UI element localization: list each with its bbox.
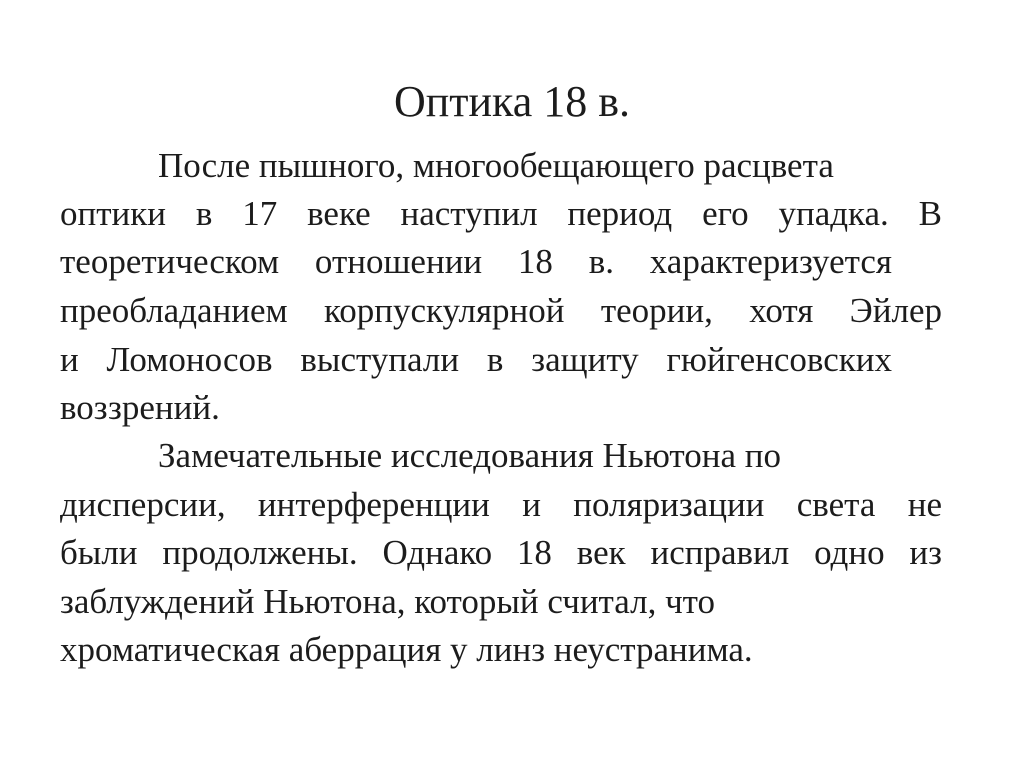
text-line: воззрений. [60,388,220,427]
text-line: преобладанием корпускулярной теории, хотя Эйлер [60,291,942,330]
text-line: После пышного, многообещающего расцвета [158,146,834,185]
slide-title: Оптика 18 в. [393,77,631,126]
text-line: хроматическая аберрация у линз неустранима. [60,630,753,669]
text-line: были продолжены. Однако 18 век исправил одно из [60,533,942,572]
text-line: дисперсии, интерференции и поляризации света не [60,485,942,524]
text-line: оптики в 17 веке наступил период его упадка. В [60,194,942,233]
text-line: Замечательные исследования Ньютона по [158,436,781,475]
text-line: заблуждений Ньютона, который считал, что [60,582,716,621]
text-line: теоретическом отношении 18 в. характеризуется [60,242,892,281]
text-line: и Ломоносов выступали в защиту гюйгенсовских [60,340,892,379]
